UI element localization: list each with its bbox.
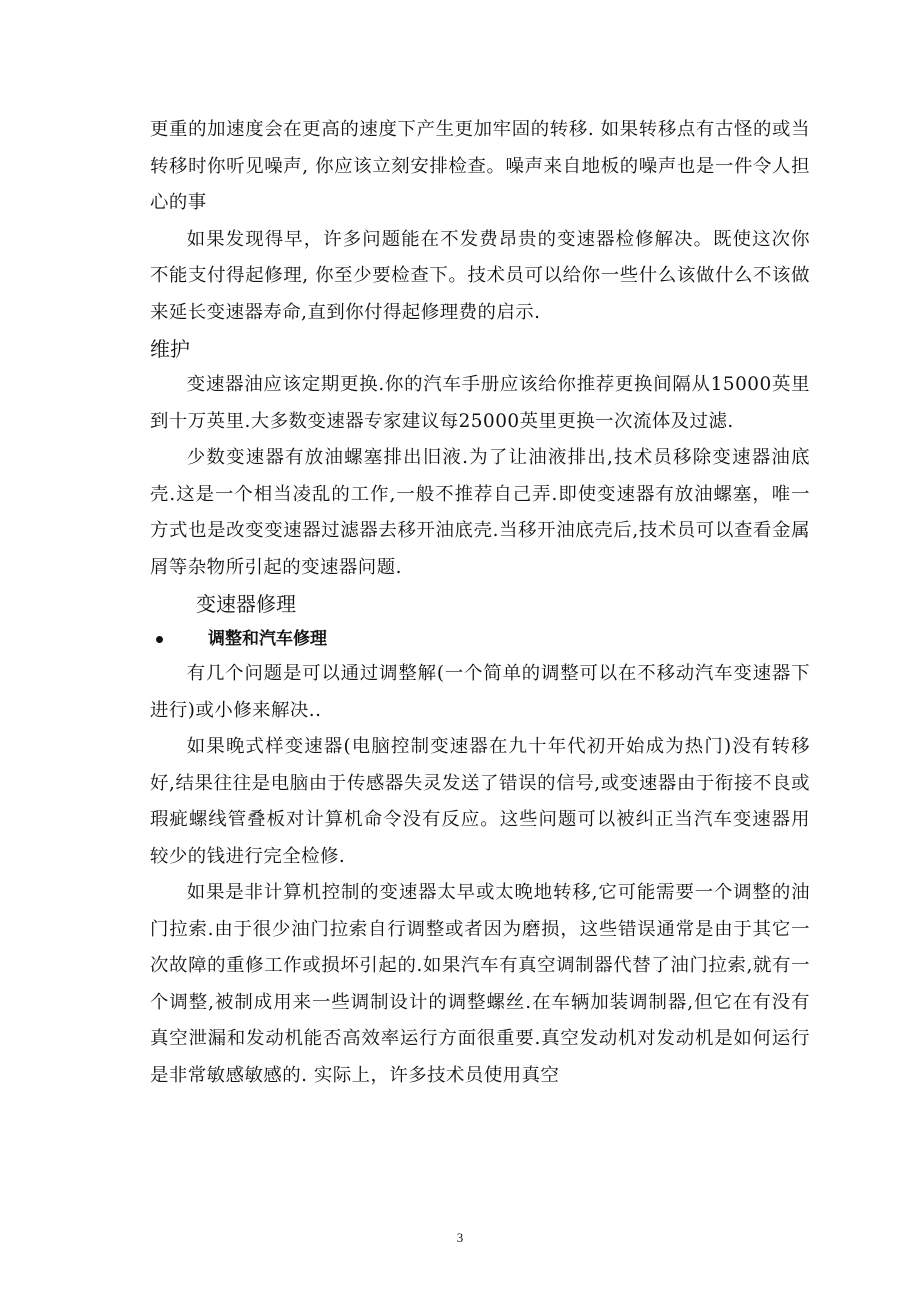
paragraph-repair-2: 如果晚式样变速器(电脑控制变速器在九十年代初开始成为热门)没有转移好,结果往往是电脑由于传感器失灵发送了错误的信号,或变速器由于衔接不良或瑕疵螺线管叠板对计算机命令没有反应。这些问题可以被纠正当汽车变速器用较少的钱进行完全检修. (150, 736, 810, 867)
bullet-item-adjustment (150, 622, 810, 656)
bullet-icon (156, 636, 163, 643)
paragraph-intro-2: 如果发现得早，许多问题能在不发费昂贵的变速器检修解决。既使这次你不能支付得起修理, 你至少要检查下。技术员可以给你一些什么该做什么不该做来延长变速器寿命,直到你付得起修理费的启示. (150, 228, 810, 323)
page-number: 3 (456, 1230, 464, 1245)
page-body (150, 112, 810, 1094)
paragraph-maintenance-1: 变速器油应该定期更换.你的汽车手册应该给你推荐更换间隔从15000英里到十万英里.大多数变速器专家建议每25000英里更换一次流体及过滤. (150, 374, 810, 432)
bullet-item-label: 调整和汽车修理 (208, 629, 327, 649)
paragraph-maintenance-2: 少数变速器有放油螺塞排出旧液.为了让油液排出,技术员移除变速器油底壳.这是一个相当凌乱的工作,一般不推荐自己弄.即使变速器有放油螺塞，唯一方式也是改变变速器过滤器去移开油底壳.当移开油底壳后,技术员可以查看金属屑等杂物所引起的变速器问题. (150, 447, 810, 578)
paragraph-intro-1: 更重的加速度会在更高的速度下产生更加牢固的转移. 如果转移点有古怪的或当转移时你听见噪声, 你应该立刻安排检查。噪声来自地板的噪声也是一件令人担心的事 (150, 119, 810, 213)
paragraph-repair-1: 有几个问题是可以通过调整解(一个简单的调整可以在不移动汽车变速器下进行)或小修来解决.. (150, 663, 810, 721)
section-heading-transmission-repair: 变速器修理 (196, 592, 296, 616)
paragraph-repair-3: 如果是非计算机控制的变速器太早或太晚地转移,它可能需要一个调整的油门拉索.由于很少油门拉索自行调整或者因为磨损，这些错误通常是由于其它一次故障的重修工作或损坏引起的.如果汽车有真空调制器代替了油门拉索,就有一个调整,被制成用来一些调制设计的调整螺丝.在车辆加装调制器,但它在有没有真空泄漏和发动机能否高效率运行方面很重要.真空发动机对发动机是如何运行是非常敏感敏感的. 实际上，许多技术员使用真空 (150, 882, 810, 1086)
section-heading-maintenance: 维护 (150, 337, 190, 361)
